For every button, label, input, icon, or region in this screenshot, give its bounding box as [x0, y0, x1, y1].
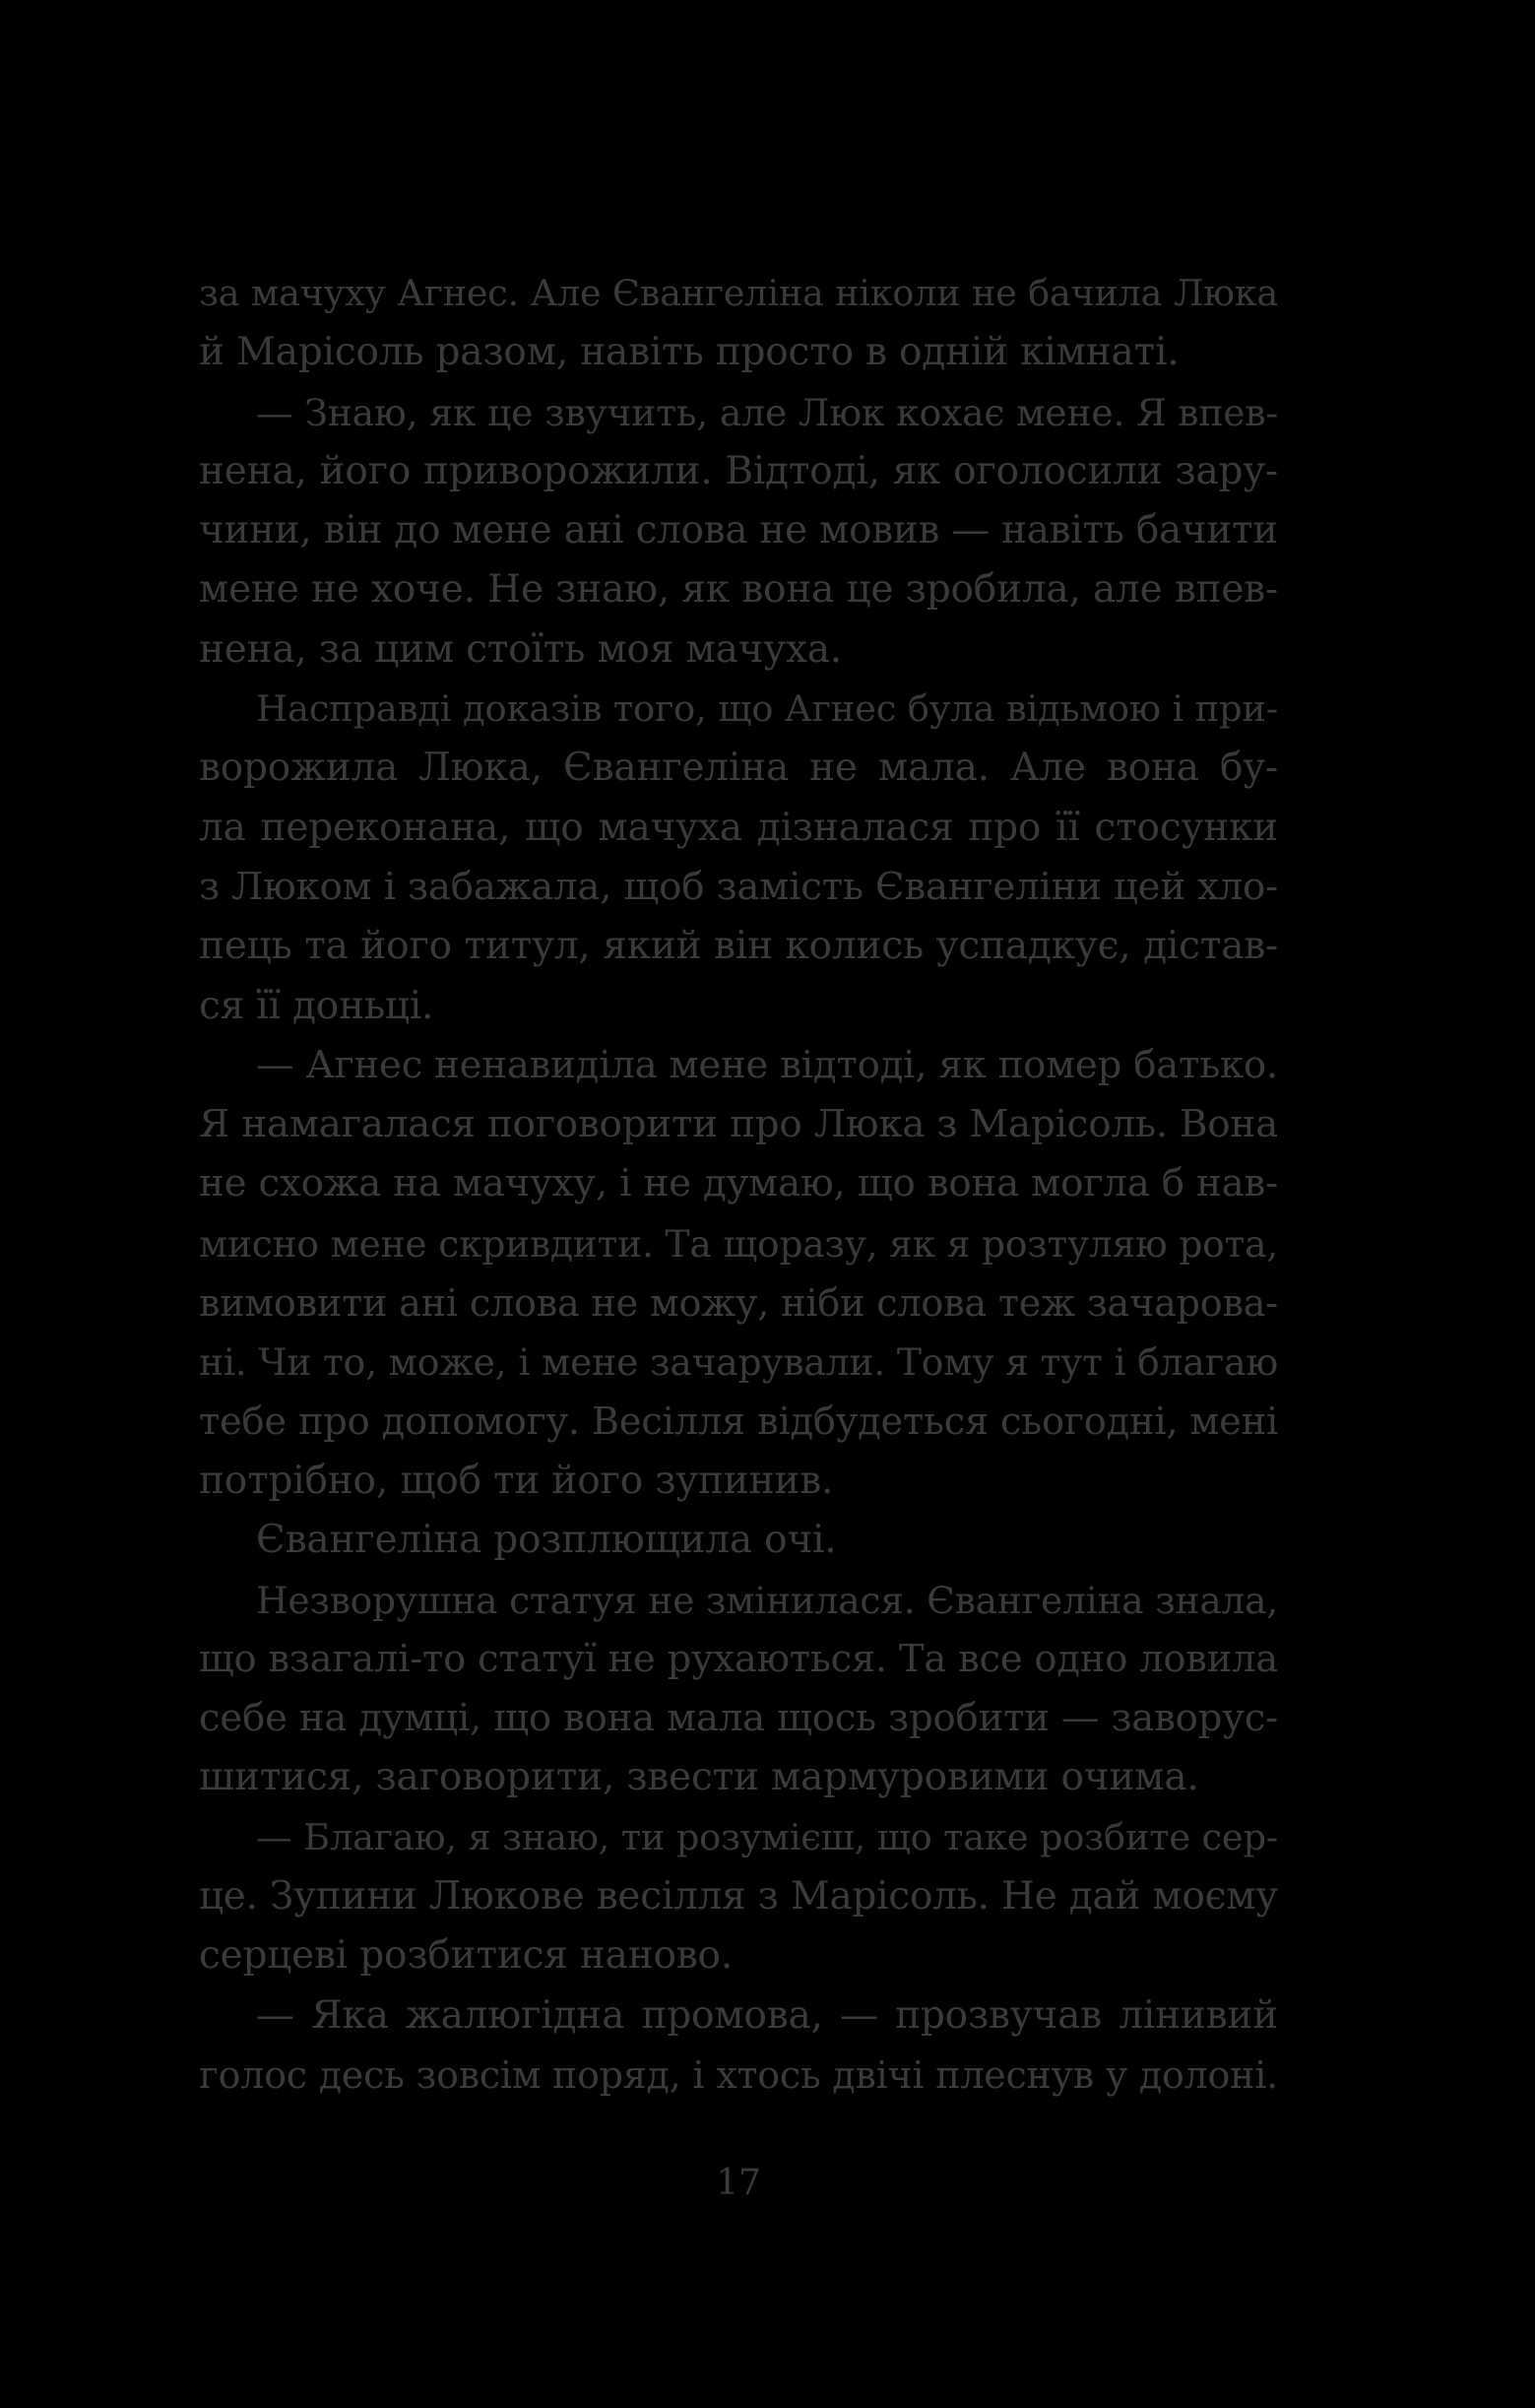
text-line: — Благаю, я знаю, ти розумієш, що таке розбите сер- [256, 1815, 1278, 1858]
text-line: голос десь зовсім поряд, і хтось двічі плеснув у долоні. [199, 2052, 1278, 2097]
text-line: пець та його титул, який він колись успадкує, дістав- [199, 924, 1278, 969]
text-line: серцеві розбитися наново. [199, 1933, 734, 1979]
text-line: не схожа на мачуху, і не думаю, що вона могла б нав- [199, 1161, 1278, 1206]
text-line: вимовити ані слова не можу, ніби слова теж зачарова- [199, 1281, 1278, 1326]
text-line: шитися, заговорити, звести мармуровими очима. [199, 1755, 1199, 1800]
text-line: це. Зупини Люкове весілля з Марісоль. Не дай моєму [199, 1874, 1278, 1920]
page-number: 17 [716, 2163, 761, 2203]
text-line: нена, за цим стоїть моя мачуха. [199, 626, 842, 672]
text-line: Насправді доказів того, що Агнес була відьмою і при- [256, 687, 1278, 731]
text-line: за мачуху Агнес. Але Євангеліна ніколи не бачила Люка [199, 272, 1278, 314]
text-line: чини, він до мене ані слова не мовив — навіть бачити [199, 508, 1278, 553]
text-line: мене не хоче. Не знаю, як вона це зробила, але впев- [199, 567, 1278, 613]
text-line: — Знаю, як це звучить, але Люк кохає мене. Я впев- [256, 390, 1278, 434]
text-line: ся її доньці. [199, 983, 434, 1028]
text-line: Незворушна статуя не змінилася. Євангеліна знала, [256, 1578, 1278, 1622]
text-line: тебе про допомогу. Весілля відбудеться сьогодні, мені [199, 1399, 1278, 1444]
text-line: потрібно, щоб ти його зупинив. [199, 1458, 834, 1503]
text-line: — Яка жалюгідна промова, — прозвучав лінивий [256, 1992, 1278, 2038]
text-line: й Марісоль разом, навіть просто в одній кімнаті. [199, 330, 1180, 375]
text-line: ні. Чи то, може, і мене зачарували. Тому я тут і благаю [199, 1340, 1278, 1385]
text-line: — Агнес ненавиділа мене відтоді, як помер батько. [256, 1042, 1278, 1087]
text-line: ла переконана, що мачуха дізналася про її стосунки [199, 805, 1278, 850]
page-body-text [199, 264, 1278, 2105]
text-line: себе на думці, що вона мала щось зробити — заворус- [199, 1696, 1278, 1741]
text-line: з Люком і забажала, щоб замість Євангеліни цей хло- [199, 864, 1278, 909]
text-line: нена, його приворожили. Відтоді, як оголосили зару- [199, 448, 1278, 493]
text-line: мисно мене скривдити. Та щоразу, як я розтуляю рота, [199, 1221, 1278, 1266]
text-line: Я намагалася поговорити про Люка з Марісоль. Вона [199, 1102, 1278, 1147]
text-line: ворожила Люка, Євангеліна не мала. Але вона бу- [199, 746, 1278, 791]
text-line: що взагалі-то статуї не рухаються. Та все одно ловила [199, 1636, 1278, 1681]
text-line: Євангеліна розплющила очі. [256, 1518, 837, 1563]
